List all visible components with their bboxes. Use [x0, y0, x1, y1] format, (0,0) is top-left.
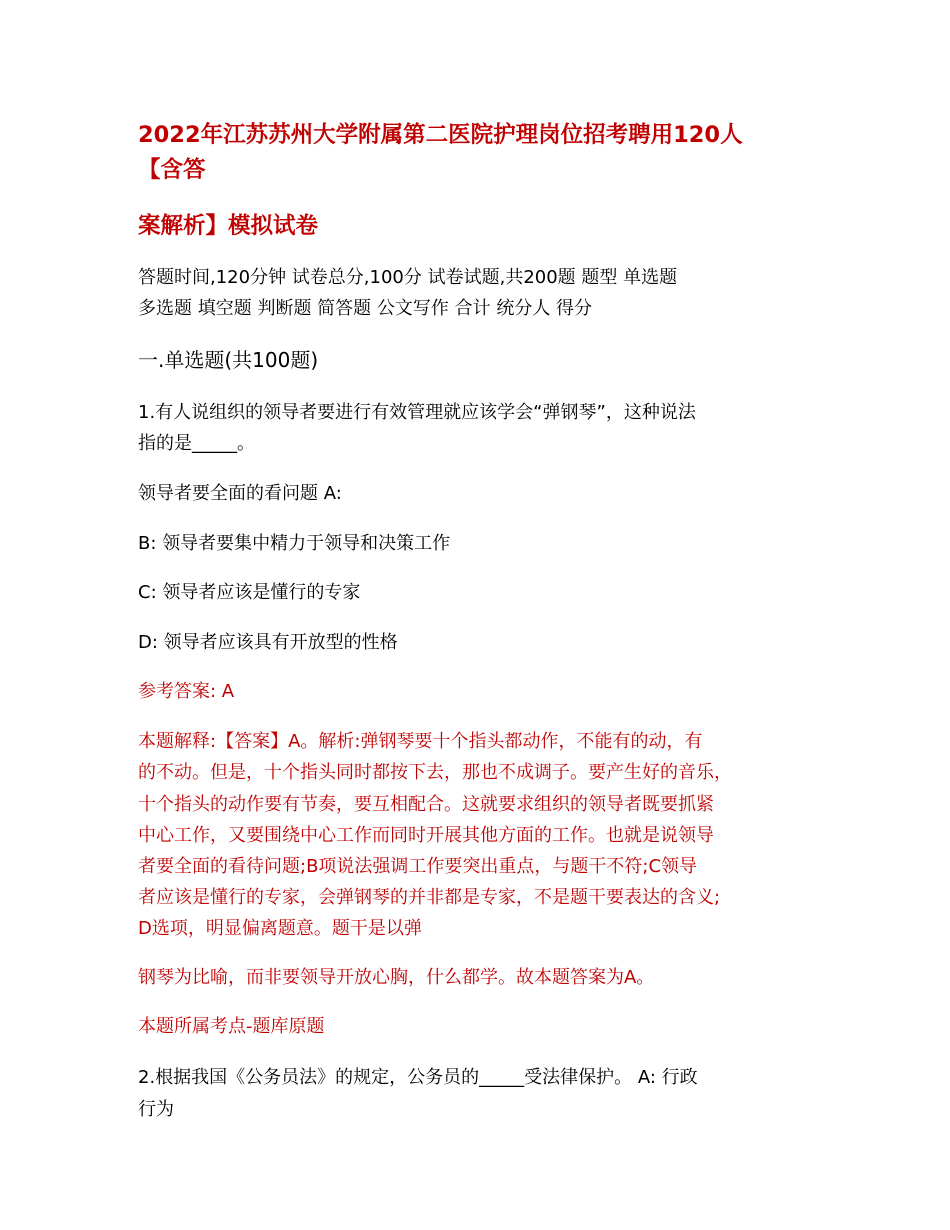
question-1-explanation-line: 的不动。但是，十个指头同时都按下去，那也不成调子。要产生好的音乐，: [138, 762, 732, 783]
question-1-explanation-line: 者要全面的看待问题;B项说法强调工作要突出重点，与题干不符;C领导: [138, 856, 698, 877]
question-1-answer: 参考答案: A: [138, 681, 235, 702]
question-1-option-d: D: 领导者应该具有开放型的性格: [138, 632, 398, 653]
question-2-stem-line-2: 行为: [138, 1099, 174, 1120]
question-1-option-a: 领导者要全面的看问题 A:: [138, 483, 342, 504]
exam-info-line-2: 多选题 填空题 判断题 简答题 公文写作 合计 统分人 得分: [138, 298, 593, 319]
exam-info-line-1: 答题时间,120分钟 试卷总分,100分 试卷试题,共200题 题型 单选题: [138, 267, 678, 288]
question-1-explanation-line: 本题解释:【答案】A。解析:弹钢琴要十个指头都动作，不能有的动，有: [138, 731, 703, 752]
question-1-explanation-line: D选项，明显偏离题意。题干是以弹: [138, 918, 422, 939]
section-heading: 一.单选题(共100题): [138, 348, 319, 372]
question-1-stem-line-2: 指的是_____。: [138, 433, 255, 454]
question-1-stem-line-1: 1.有人说组织的领导者要进行有效管理就应该学会“弹钢琴”，这种说法: [138, 402, 696, 423]
question-1-option-c: C: 领导者应该是懂行的专家: [138, 582, 361, 603]
question-1-explanation-tail: 钢琴为比喻，而非要领导开放心胸，什么都学。故本题答案为A。: [138, 967, 655, 988]
question-2-stem-line-1: 2.根据我国《公务员法》的规定，公务员的_____受法律保护。 A: 行政: [138, 1067, 698, 1088]
document-title-line-2-prefix: 【含答: [138, 157, 206, 183]
question-1-explanation-line: 十个指头的动作要有节奏，要互相配合。这就要求组织的领导者既要抓紧: [138, 794, 714, 815]
document-title-line-2: 案解析】模拟试卷: [138, 213, 319, 239]
question-1-option-b: B: 领导者要集中精力于领导和决策工作: [138, 533, 451, 554]
question-1-knowledge-point: 本题所属考点-题库原题: [138, 1016, 325, 1037]
document-title-line-1: 2022年江苏苏州大学附属第二医院护理岗位招考聘用120人: [138, 122, 743, 148]
question-1-explanation-line: 中心工作，又要围绕中心工作而同时开展其他方面的工作。也就是说领导: [138, 825, 714, 846]
question-1-explanation-line: 者应该是懂行的专家，会弹钢琴的并非都是专家，不是题干要表达的含义;: [138, 887, 721, 908]
